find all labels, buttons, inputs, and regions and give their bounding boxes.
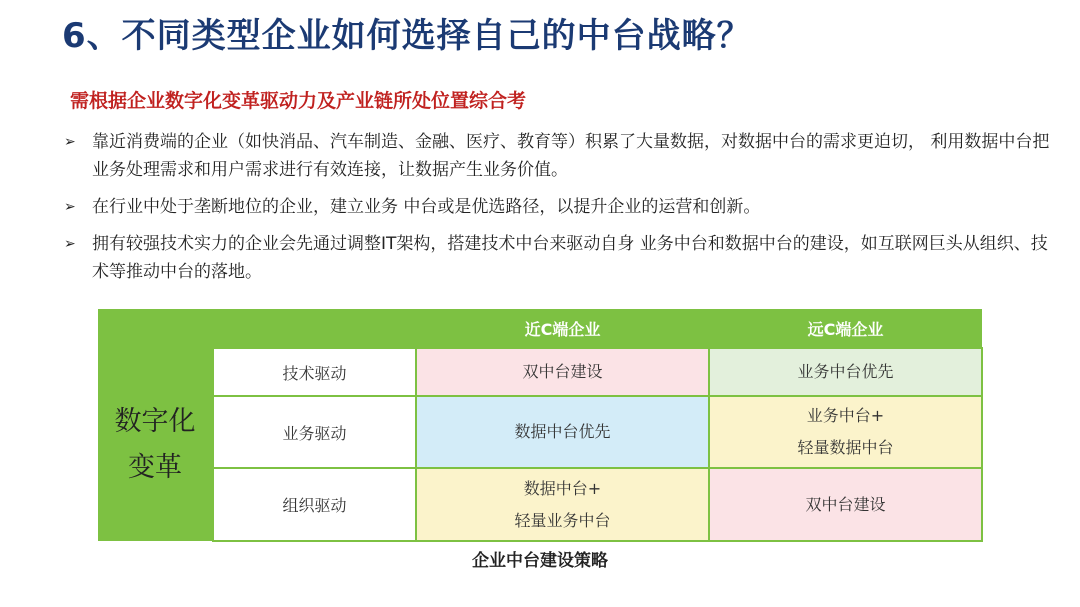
cell-line: 业务中台优先 [797,362,894,381]
table-cell [709,468,982,541]
arrow-bullet-icon: ➢ [64,236,76,252]
table-row [98,468,982,541]
bullet-item [62,193,1052,221]
cell-line: 数据中台+ [523,478,602,498]
table-cell [709,348,982,396]
arrow-bullet-icon: ➢ [64,134,76,150]
driver-label: 业务驱动 [213,396,416,468]
driver-label: 技术驱动 [213,348,416,396]
table-cell [416,468,709,541]
bullet-text: 靠近消费端的企业（如快消品、汽车制造、金融、医疗、教育等）积累了大量数据，对数据中台的需求更迫切， 利用数据中台把业务处理需求和用户需求进行有效连接，让数据产生业务价值。 [92,132,1050,180]
table-cell [416,348,709,396]
strategy-table [98,309,983,542]
bullet-text: 拥有较强技术实力的企业会先通过调整IT架构，搭建技术中台来驱动自身 业务中台和数据中台的建设，如互联网巨头从组织、技术等推动中台的落地。 [92,234,1048,282]
bullet-item [62,230,1052,286]
table-caption: 企业中台建设策略 [472,551,608,571]
strategy-table-container [98,309,982,542]
bullet-text: 在行业中处于垄断地位的企业，建立业务 中台或是优选路径，以提升企业的运营和创新。 [92,197,761,217]
arrow-bullet-icon: ➢ [64,199,76,215]
row-group-label [98,348,213,541]
cell-line: 双中台建设 [805,494,886,514]
table-header-row [98,309,982,348]
row-group-label-line: 数字化 [114,405,196,437]
table-row [98,348,982,396]
table-cell [709,396,982,468]
table-corner [98,309,213,348]
col-header-near-c: 近C端企业 [416,309,709,348]
cell-line: 双中台建设 [522,362,603,381]
bullet-list [62,128,1052,295]
col-header-far-c: 远C端企业 [709,309,982,348]
row-group-label-line: 变革 [128,451,182,483]
driver-label: 组织驱动 [213,468,416,541]
page-title: 6、不同类型企业如何选择自己的中台战略？ [62,16,752,56]
bullet-item [62,128,1052,184]
subtitle: 需根据企业数字化变革驱动力及产业链所处位置综合考 [70,90,527,112]
table-corner [213,309,416,348]
cell-line: 轻量业务中台 [514,510,611,530]
cell-line: 数据中台优先 [514,422,611,441]
table-row [98,396,982,468]
cell-line: 业务中台+ [806,406,885,425]
table-cell [416,396,709,468]
cell-line: 轻量数据中台 [797,438,894,457]
